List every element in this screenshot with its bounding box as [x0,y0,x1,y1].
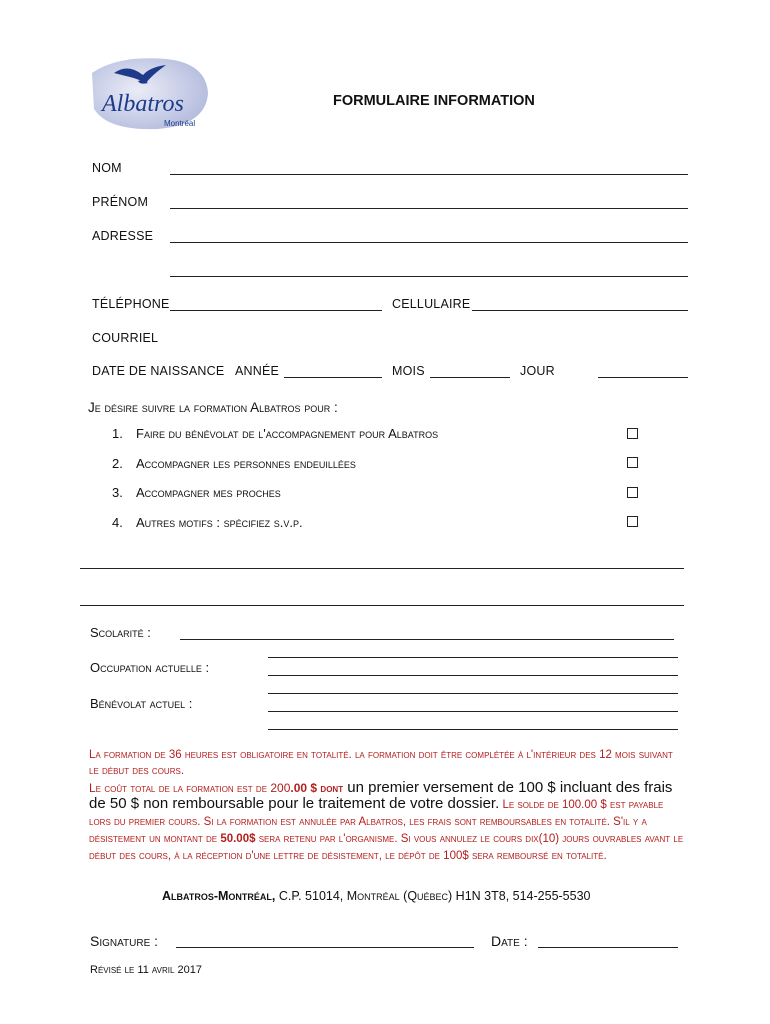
logo-brand: Albatros [102,91,184,117]
label-occupation: Occupation actuelle : [90,660,210,675]
label-cellulaire: CELLULAIRE [392,297,471,311]
organization-contact: C.P. 51014, Montréal (Québec) H1N 3T8, 514-255-5530 [275,889,591,903]
label-prenom: PRÉNOM [92,195,149,209]
occupation-field[interactable] [268,675,678,676]
option-number: 3. [112,485,123,500]
option-1-checkbox[interactable] [627,428,638,439]
notice-cost-amount: .00 $ dont [290,781,344,795]
option-3 [112,485,281,500]
option-2-checkbox[interactable] [627,457,638,468]
telephone-field[interactable] [170,310,382,311]
adresse-field-line2[interactable] [170,276,688,277]
option-number: 1. [112,426,123,441]
notice-balance: Le solde de 100.00 $ est payable lors du premier cours. Si la formation est annulée par Albatros, les frais sont remboursables en totalité. S'il y a désistement un montant de [89,799,664,845]
label-signature: Signature : [90,933,159,949]
scolarite-field[interactable] [180,639,674,640]
benevolat-line-a[interactable] [268,693,678,694]
option-label: Accompagner mes proches [136,485,281,500]
date-field[interactable] [538,947,678,948]
notice-cancellation: sera retenu par l'organisme. Si vous annulez le cours dix(10) jours ouvrables avant le début des cours, à la réception d'une lettre de désistement, le dépôt de 100$ sera remboursé en totalité. [89,833,684,862]
notice-first-payment: un premier versement de 100 $ incluant des frais de 50 $ non remboursable pour le traitement de votre dossier. [89,779,673,812]
cellulaire-field[interactable] [472,310,688,311]
label-scolarite: Scolarité : [90,625,151,640]
mois-field[interactable] [430,377,510,378]
option-label: Accompagner les personnes endeuillées [136,456,356,471]
page-title: FORMULAIRE INFORMATION [333,93,535,109]
albatros-logo [88,53,212,133]
logo-sub: Montréal [164,119,196,128]
label-telephone: TÉLÉPHONE [92,297,170,311]
label-jour: JOUR [520,364,555,378]
label-annee: ANNÉE [235,364,280,378]
option-number: 2. [112,456,123,471]
adresse-field[interactable] [170,242,688,243]
option-2 [112,456,356,471]
label-adresse: ADRESSE [92,229,154,243]
signature-field[interactable] [176,947,474,948]
label-benevolat: Bénévolat actuel : [90,696,193,711]
formation-heading: Je désire suivre la formation Albatros pour : [88,400,338,415]
annee-field[interactable] [284,377,382,378]
option-4 [112,515,303,530]
occupation-line-a[interactable] [268,657,678,658]
label-date: Date : [491,933,528,949]
option-4-checkbox[interactable] [627,516,638,527]
option-3-checkbox[interactable] [627,487,638,498]
jour-field[interactable] [598,377,688,378]
organization-address [162,889,591,903]
prenom-field[interactable] [170,208,688,209]
option-1 [112,426,438,441]
revision-date: Révisé le 11 avril 2017 [90,964,202,976]
label-mois: MOIS [392,364,425,378]
notice-paragraph-2 [89,780,687,864]
label-nom: NOM [92,161,122,175]
autres-motifs-line1[interactable] [80,568,684,569]
option-label: Faire du bénévolat de l'accompagnement pour Albatros [136,426,439,441]
label-date-naissance: DATE DE NAISSANCE [92,364,225,378]
notice-withheld-amount: 50.00$ [220,833,256,845]
option-number: 4. [112,515,123,530]
notice-paragraph-1: La formation de 36 heures est obligatoire en totalité. la formation doit être complétée à l'intérieur des 12 mois suivant le début des cours. [89,749,673,777]
benevolat-line-c[interactable] [268,729,678,730]
organization-name: Albatros-Montréal, [162,889,276,903]
label-courriel: COURRIEL [92,331,159,345]
nom-field[interactable] [170,174,688,175]
benevolat-field[interactable] [268,711,678,712]
option-label: Autres motifs : spécifiez s.v.p. [136,515,303,530]
notice-cost-intro: Le coût total de la formation est de 200 [89,781,291,795]
autres-motifs-line2[interactable] [80,605,684,606]
